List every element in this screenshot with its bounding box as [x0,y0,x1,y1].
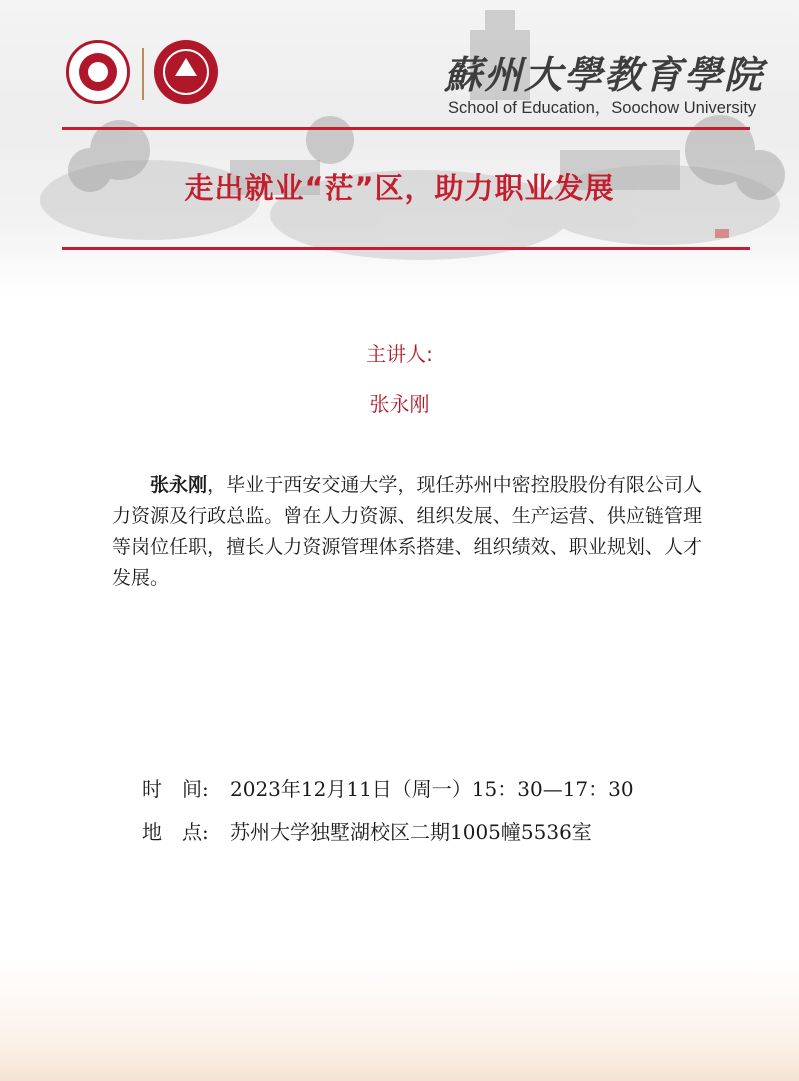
seal-stamp [715,229,729,238]
place-label: 地 点: [142,820,209,844]
bio-name: 张永刚 [150,474,208,496]
speaker-label: 主讲人: [366,342,433,366]
bio-text: ，毕业于西安交通大学，现任苏州中密控股股份有限公司人力资源及行政总监。曾在人力资源、组织发展、生产运营、供应链管理等岗位任职，擅长人力资源管理体系搭建、组织绩效、职业规划、人才发展。 [112,474,702,589]
school-name-cn: 蘇州大學教育學院 [444,52,765,97]
speaker-bio [112,470,702,594]
time-value: 2023年12月11日（周一）15：30—17：30 [230,777,634,801]
logo-divider [142,48,144,100]
footer-gradient [0,961,799,1081]
divider-bottom [62,247,750,250]
divider-top [62,127,750,130]
school-name-en: School of Education，Soochow University [448,99,757,117]
event-place [142,816,592,845]
speaker-name: 张永刚 [369,392,430,416]
time-label: 时 间: [142,777,209,801]
header-banner [0,0,799,300]
school-emblem-icon [154,40,218,104]
event-time [142,773,634,802]
place-value: 苏州大学独墅湖校区二期1005幢5536室 [230,820,592,844]
university-seal-icon [66,40,130,104]
page-title: 走出就业“茫”区，助力职业发展 [184,171,615,205]
